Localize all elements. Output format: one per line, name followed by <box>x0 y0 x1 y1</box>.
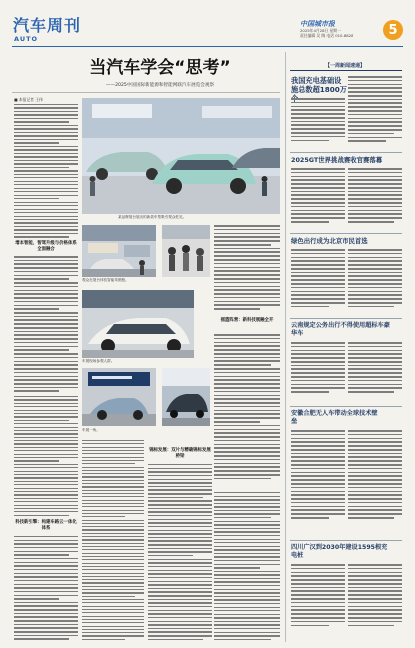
photo-caption-2: 观众在展台体验智能驾驶舱。 <box>82 278 129 282</box>
news-title-6: 四川广汉到2030年建设1595根充电桩 <box>291 544 388 559</box>
sidebar-column-label: 【一周新闻速递】 <box>324 63 365 69</box>
main-subtitle: ——2025中国国际新能源和智能网联汽车展览会观察 <box>105 83 215 88</box>
news-title-2: 2025GT世界挑战赛收官赛落幕 <box>291 156 383 164</box>
article-body-col3 <box>82 440 144 640</box>
news-title-4: 云南规定公务出行不得使用超标车豪华车 <box>291 322 390 337</box>
news-body-1a <box>291 98 345 148</box>
photo-exhibition-hall <box>82 225 156 277</box>
article-body-col1d <box>14 536 78 640</box>
news-body-2b <box>348 168 402 230</box>
news-body-6b <box>348 564 402 640</box>
newspaper-name: 中国城市报 <box>300 20 335 28</box>
photo-caption-1: 某品牌展台展出的新款车型吸引观众驻足。 <box>118 215 187 219</box>
photo-test-drive <box>162 368 210 426</box>
news-title-5: 安徽合肥无人车带动全球技术壁垒 <box>291 410 378 425</box>
photo-caption-3: 车展现场参观人群。 <box>82 359 115 363</box>
news-divider-1 <box>290 152 402 153</box>
crowd-image <box>162 225 210 277</box>
masthead <box>0 0 415 48</box>
article-body-col1a <box>14 104 78 238</box>
section-subhead-2: 科技新引擎：构建车路云一体化体系 <box>15 520 77 531</box>
booth-image <box>82 368 156 426</box>
news-body-4a <box>291 342 345 402</box>
section-subhead-4: 摇篮阵营：新科技展融全开 <box>220 318 274 323</box>
news-body-2a <box>291 168 345 230</box>
article-body-col2a <box>214 225 280 313</box>
photo-caption-4: 车展一角。 <box>82 428 100 432</box>
byline: ■ 本报记者 王伟 <box>14 97 43 102</box>
photo-car-show <box>82 98 280 214</box>
news-divider-3 <box>290 318 402 319</box>
headline-rule <box>12 92 280 93</box>
news-body-1b <box>348 76 402 148</box>
news-title-1: 我国充电基础设施总数超1800万 <box>291 76 347 94</box>
article-body-col1b <box>14 256 78 392</box>
main-headline: 当汽车学会“思考” <box>89 58 231 78</box>
news-body-5b <box>348 430 402 536</box>
column-divider <box>285 52 286 642</box>
sidebar-label-rule <box>290 70 402 71</box>
issue-date: 2025年4月28日 星期一 <box>300 28 341 33</box>
section-subhead-1: 增本智能，智驾升级与价格体系全面融合 <box>15 241 77 252</box>
photo-booth <box>82 368 156 426</box>
article-body-col5 <box>214 492 280 640</box>
photo-visitors <box>82 290 194 358</box>
section-subtitle: AUTO <box>14 35 39 43</box>
news-body-4b <box>348 342 402 402</box>
article-body-col1c <box>14 396 78 516</box>
news-title-3: 绿色出行成为北京市民首选 <box>291 237 368 245</box>
news-body-5a <box>291 430 345 536</box>
page-number-badge <box>383 20 403 40</box>
news-divider-5 <box>290 540 402 541</box>
masthead-rule <box>12 46 403 47</box>
photo-crowd <box>162 225 210 277</box>
news-divider-2 <box>290 233 402 234</box>
news-body-3a <box>291 249 345 315</box>
visitors-image <box>82 290 194 358</box>
editor-info: 责任编辑 吴 陶 电话 010-8828 <box>300 33 354 38</box>
page-number: 5 <box>388 22 398 38</box>
article-body-col2b <box>214 334 280 488</box>
section-subhead-3: 锦标发展：双片与精确锦标发展桥梁 <box>149 448 211 459</box>
news-body-6a <box>291 564 345 640</box>
news-divider-4 <box>290 406 402 407</box>
article-body-col4 <box>148 464 212 640</box>
section-title: 汽车周刊 <box>13 17 82 35</box>
exhibition-hall-image <box>82 225 156 277</box>
news-body-3b <box>348 249 402 315</box>
test-drive-image <box>162 368 210 426</box>
car-show-image <box>82 98 280 214</box>
